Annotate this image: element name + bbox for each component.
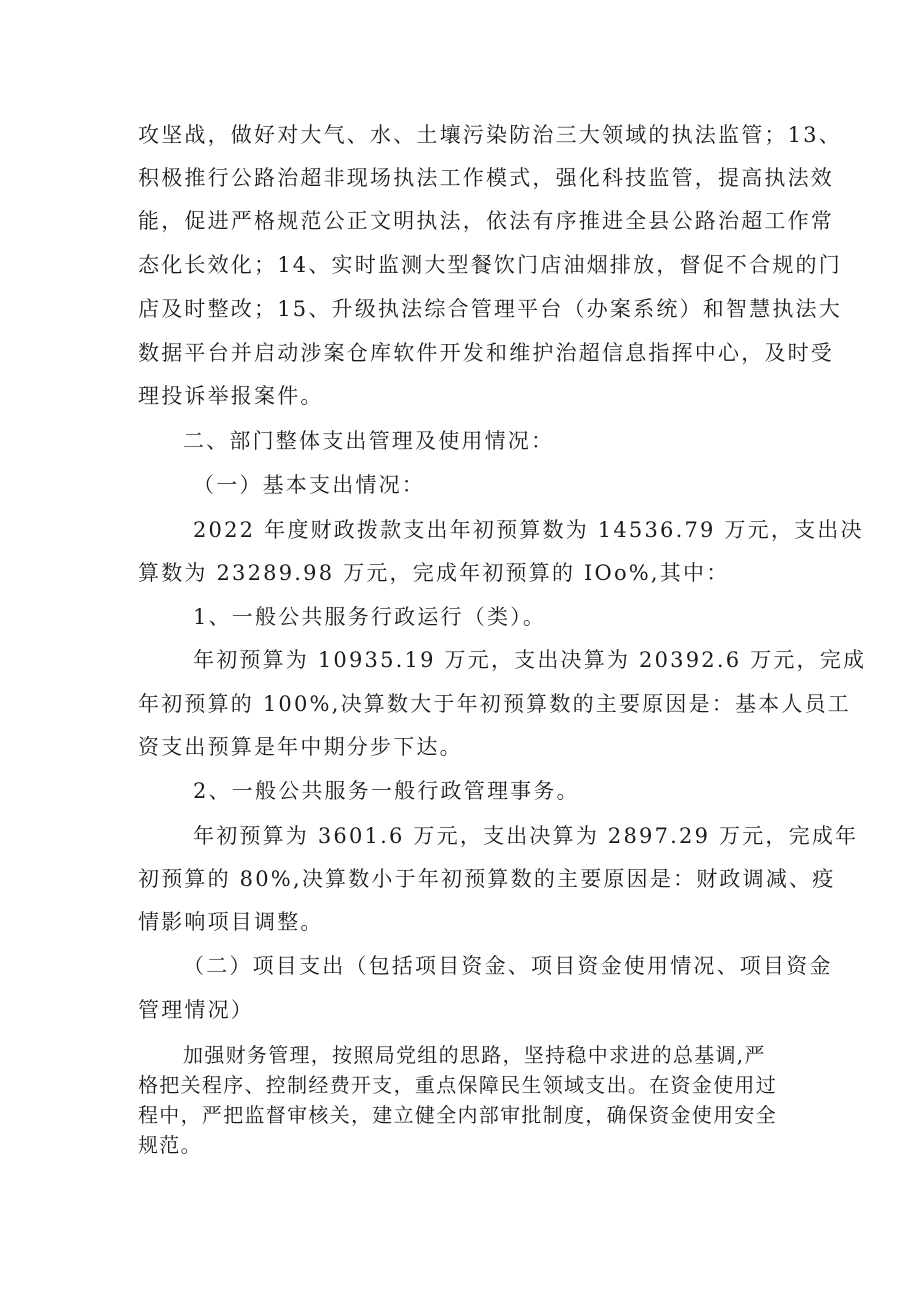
paragraph-line: 初预算的 80%,决算数小于年初预算数的主要原因是：财政调减、疫 [138,867,836,891]
item-heading: 2、一般公共服务一般行政管理事务。 [193,779,580,803]
subsection-heading-cont: 管理情况） [138,998,254,1022]
subsection-heading: （二）项目支出（包括项目资金、项目资金使用情况、项目资金 [183,954,833,978]
paragraph-line: 年初预算为 10935.19 万元，支出决算为 20392.6 万元，完成 [193,648,867,672]
subsection-heading: （一）基本支出情况： [193,473,425,497]
paragraph-line: 年初预算为 3601.6 万元，支出决算为 2897.29 万元，完成年 [193,824,859,848]
paragraph-line: 2022 年度财政拨款支出年初预算数为 14536.79 万元，支出决 [193,518,864,542]
paragraph-line: 积极推行公路治超非现场执法工作模式，强化科技监管，提高执法效 [138,166,834,190]
paragraph-line: 年初预算的 100%,决算数大于年初预算数的主要原因是：基本人员工 [138,692,851,716]
paragraph-line: 数据平台并启动涉案仓库软件开发和维护治超信息指挥中心，及时受 [138,341,834,365]
paragraph-line: 情影响项目调整。 [138,910,324,934]
paragraph-line: 格把关程序、控制经费开支，重点保障民生领域支出。在资金使用过 [138,1073,777,1097]
paragraph-line: 算数为 23289.98 万元，完成年初预算的 IOo%,其中： [138,561,730,585]
paragraph-line: 能，促进严格规范公正文明执法，依法有序推进全县公路治超工作常 [138,209,834,233]
paragraph-line: 攻坚战，做好对大气、水、土壤污染防治三大领域的执法监管；13、 [138,123,842,147]
paragraph-line: 加强财务管理，按照局党组的思路，坚持稳中求进的总基调,严 [183,1043,766,1067]
paragraph-line: 程中，严把监督审核关，建立健全内部审批制度，确保资金使用安全 [138,1103,777,1127]
section-heading: 二、部门整体支出管理及使用情况： [183,429,555,453]
paragraph-line: 店及时整改；15、升级执法综合管理平台（办案系统）和智慧执法大 [138,297,842,321]
item-heading: 1、一般公共服务行政运行（类）。 [193,605,547,629]
paragraph-line: 态化长效化；14、实时监测大型餐饮门店油烟排放，督促不合规的门 [138,253,842,277]
paragraph-line: 资支出预算是年中期分步下达。 [138,735,463,759]
paragraph-line: 规范。 [138,1133,202,1157]
paragraph-line: 理投诉举报案件。 [138,384,324,408]
